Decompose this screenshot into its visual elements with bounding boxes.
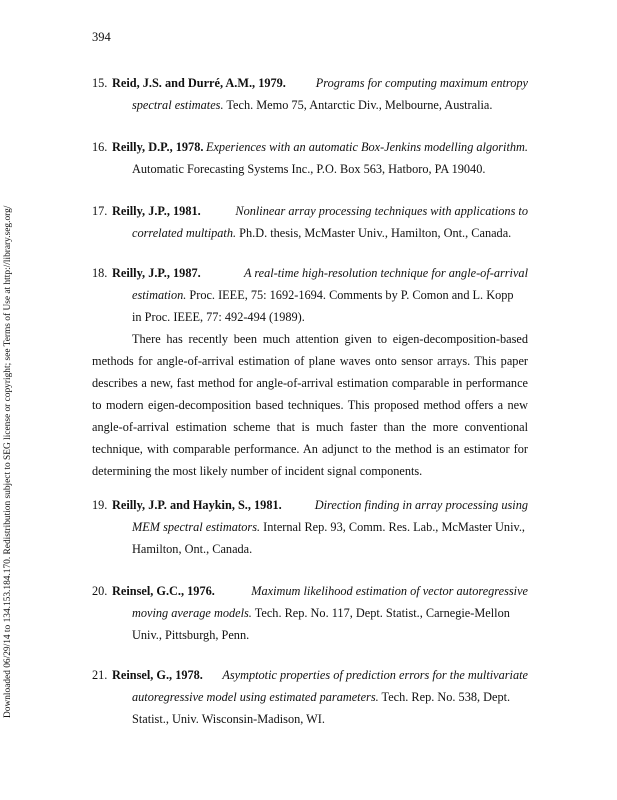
reference-continuation [92, 516, 528, 538]
reference-continuation [92, 284, 528, 306]
reference-title: Asymptotic properties of prediction errors for the multivariate [222, 668, 528, 682]
reference-18 [92, 262, 528, 328]
reference-source: Internal Rep. 93, Comm. Res. Lab., McMaster Univ., [260, 520, 525, 534]
reference-source: Hamilton, Ont., Canada. [132, 542, 253, 556]
abstract-line: describes a new, fast method for angle-of-arrival estimation comparable in performance [92, 376, 528, 390]
reference-first-line [92, 72, 528, 94]
reference-title: A real-time high-resolution technique for angle-of-arrival [243, 266, 528, 280]
reference-title: correlated multipath. [132, 226, 237, 240]
reference-authors: Reilly, J.P. and Haykin, S., 1981. [112, 498, 282, 512]
reference-source: Ph.D. thesis, McMaster Univ., Hamilton, Ont., Canada. [236, 226, 512, 240]
reference-title: Experiences with an automatic Box-Jenkins modelling algorithm. [205, 140, 528, 154]
reference-title: autoregressive model using estimated parameters. [132, 690, 379, 704]
reference-continuation [92, 624, 528, 646]
reference-15 [92, 72, 528, 116]
download-notice [0, 120, 22, 720]
reference-title: Programs for computing maximum entropy [315, 76, 528, 90]
reference-authors: Reilly, D.P., 1978. [112, 140, 204, 154]
reference-continuation [92, 94, 528, 116]
reference-first-line [92, 580, 528, 602]
reference-authors: Reinsel, G., 1978. [112, 668, 203, 682]
reference-17 [92, 200, 528, 244]
reference-first-line [92, 200, 528, 222]
reference-number: 17. [92, 204, 108, 218]
reference-source: in Proc. IEEE, 77: 492-494 (1989). [132, 310, 305, 324]
reference-continuation [92, 602, 528, 624]
reference-first-line [92, 136, 528, 158]
reference-source: Statist., Univ. Wisconsin-Madison, WI. [132, 712, 325, 726]
reference-first-line [92, 664, 528, 686]
reference-title: spectral estimates. [132, 98, 224, 112]
reference-title: moving average models. [132, 606, 252, 620]
abstract-line: angle-of-arrival estimation scheme that is much faster than the more conventional [92, 420, 528, 434]
reference-continuation [92, 708, 528, 730]
reference-16 [92, 136, 528, 180]
reference-19 [92, 494, 528, 560]
reference-number: 18. [92, 266, 108, 280]
reference-authors: Reilly, J.P., 1987. [112, 266, 201, 280]
reference-authors: Reid, J.S. and Durré, A.M., 1979. [112, 76, 286, 90]
reference-continuation [92, 306, 528, 328]
abstract-paragraph [92, 328, 528, 482]
reference-continuation [92, 686, 528, 708]
reference-21 [92, 664, 528, 730]
reference-title: Direction finding in array processing using [314, 498, 528, 512]
abstract-line: to modern eigen-decomposition based techniques. This proposed method offers a new [92, 398, 528, 412]
reference-number: 20. [92, 584, 108, 598]
reference-number: 19. [92, 498, 108, 512]
reference-source: Tech. Memo 75, Antarctic Div., Melbourne, Australia. [223, 98, 493, 112]
reference-source: Proc. IEEE, 75: 1692-1694. Comments by P. Comon and L. Kopp [186, 288, 514, 302]
reference-title: MEM spectral estimators. [132, 520, 261, 534]
reference-authors: Reilly, J.P., 1981. [112, 204, 201, 218]
reference-number: 16. [92, 140, 108, 154]
reference-number: 15. [92, 76, 108, 90]
reference-continuation [92, 158, 528, 180]
page-number: 394 [92, 30, 111, 44]
reference-source: Tech. Rep. No. 117, Dept. Statist., Carnegie-Mellon [251, 606, 510, 620]
reference-source: Univ., Pittsburgh, Penn. [132, 628, 250, 642]
reference-continuation [92, 222, 528, 244]
abstract-line: technique, with comparable performance. An adjunct to the method is an estimator for [92, 442, 528, 456]
reference-title: estimation. [132, 288, 187, 302]
reference-source: Automatic Forecasting Systems Inc., P.O. Box 563, Hatboro, PA 19040. [132, 162, 486, 176]
reference-number: 21. [92, 668, 108, 682]
abstract-line: determining the most likely number of incident signal components. [92, 464, 423, 478]
reference-continuation [92, 538, 528, 560]
download-notice-text: Downloaded 06/29/14 to 134.153.184.170. Redistribution subject to SEG license or copyright; see Terms of Use at http://library.seg.org/ [3, 205, 13, 718]
abstract-line: There has recently been much attention given to eigen-decomposition-based [132, 332, 528, 346]
reference-first-line [92, 494, 528, 516]
reference-title: Maximum likelihood estimation of vector autoregressive [251, 584, 528, 598]
reference-authors: Reinsel, G.C., 1976. [112, 584, 215, 598]
reference-first-line [92, 262, 528, 284]
reference-20 [92, 580, 528, 646]
abstract-line: methods for angle-of-arrival estimation of plane waves onto sensor arrays. This paper [92, 354, 528, 368]
reference-source: Tech. Rep. No. 538, Dept. [378, 690, 511, 704]
reference-title: Nonlinear array processing techniques with applications to [235, 204, 528, 218]
